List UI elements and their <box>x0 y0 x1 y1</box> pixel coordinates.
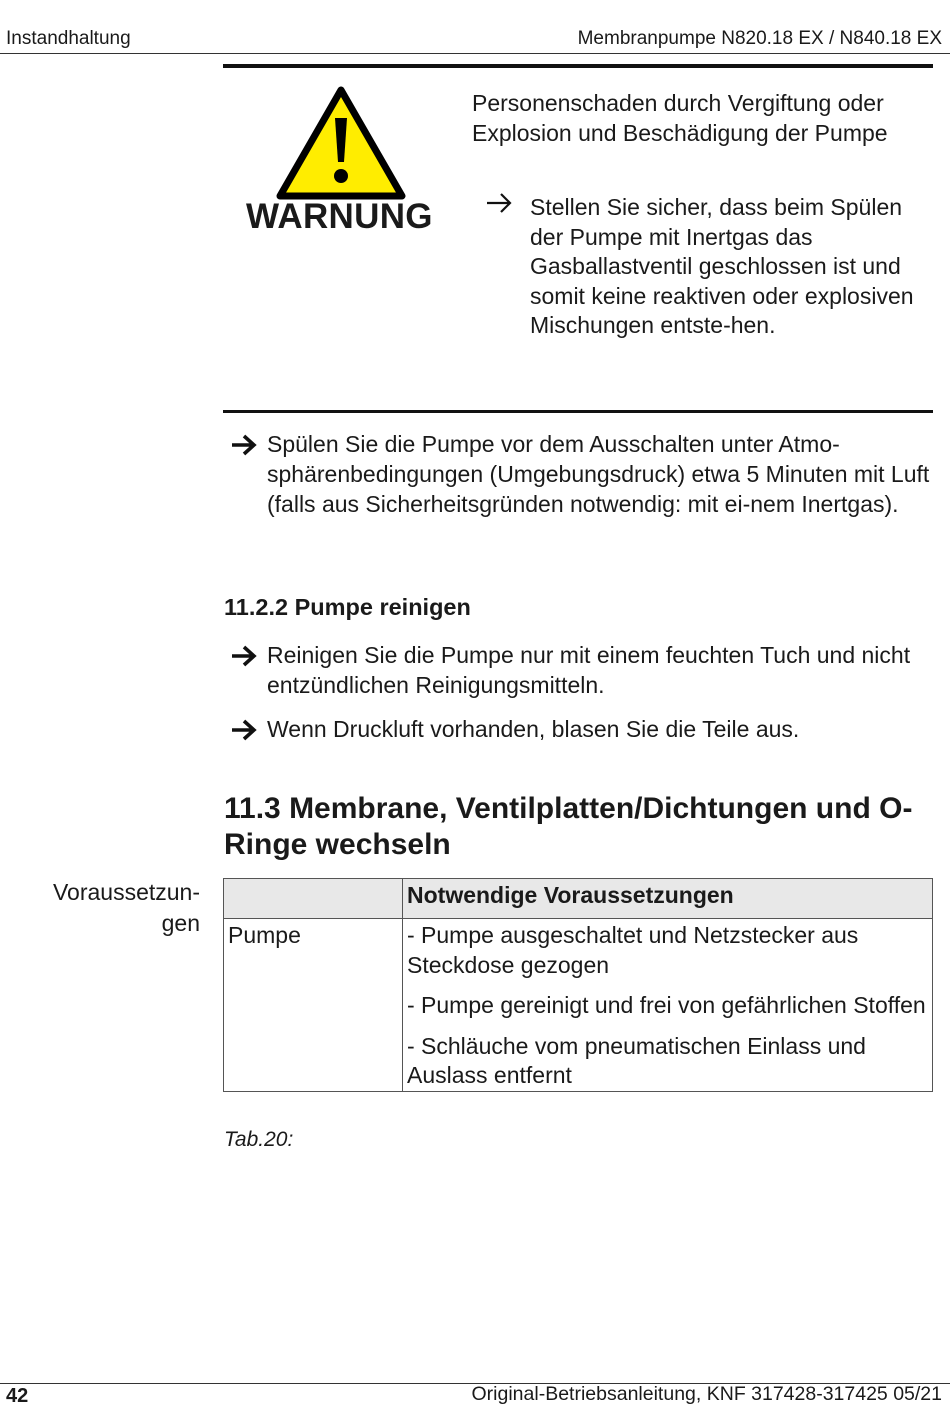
section-heading-replace: 11.3 Membrane, Ventilplatten/Dichtungen und O-Ringe wechseln <box>224 792 913 861</box>
instruction-step-cleaning-1 <box>230 640 935 700</box>
warning-bottom-rule <box>223 410 933 413</box>
header-divider <box>0 53 950 54</box>
instruction-step-text: Wenn Druckluft vorhanden, blasen Sie die Teile aus. <box>267 716 800 742</box>
table-header-requirements: Notwendige Voraussetzungen <box>403 879 933 919</box>
table-caption: Tab.20: <box>224 1128 294 1151</box>
section-heading-cleaning: 11.2.2 Pumpe reinigen <box>224 594 471 620</box>
warning-instruction-text: Stellen Sie sicher, dass beim Spülen der Pumpe mit Inertgas das Gasballastventil geschlossen ist und somit keine reaktiven oder explosiven Mischungen entste-hen. <box>530 194 914 339</box>
table-header-row <box>224 879 933 919</box>
table-header-empty <box>224 879 403 919</box>
arrow-right-icon <box>230 644 260 668</box>
instruction-step-cleaning-2 <box>230 714 935 744</box>
arrow-right-icon <box>230 718 260 742</box>
instruction-step-text: Spülen Sie die Pumpe vor dem Ausschalten unter Atmo-sphärenbedingungen (Umgebungsdruck) etwa 5 Minuten mit Luft (falls aus Sicherheitsgründen notwendig: mit ei-nem Inertgas). <box>267 431 930 517</box>
table-row-conditions <box>403 919 933 1092</box>
footer-doc-reference: Original-Betriebsanleitung, KNF 317428-317425 05/21 <box>471 1383 942 1405</box>
warning-top-rule <box>223 64 933 68</box>
instruction-step-text: Reinigen Sie die Pumpe nur mit einem feuchten Tuch und nicht entzündlichen Reinigungsmitteln. <box>267 642 911 698</box>
warning-signal-word: WARNUNG <box>246 197 433 236</box>
table-row <box>224 919 933 1092</box>
table-row-label: Pumpe <box>224 919 403 1092</box>
warning-triangle-icon <box>276 86 406 200</box>
warning-hazard-text: Personenschaden durch Vergiftung oder Explosion und Beschädigung der Pumpe <box>472 90 888 146</box>
instruction-step-purge <box>230 429 935 519</box>
header-product: Membranpumpe N820.18 EX / N840.18 EX <box>577 28 942 49</box>
side-label-prerequisites: Voraussetzun-gen <box>52 879 200 936</box>
condition-item: - Schläuche vom pneumatischen Einlass und Auslass entfernt <box>407 1032 866 1088</box>
header-chapter: Instandhaltung <box>6 28 131 49</box>
condition-item: - Pumpe ausgeschaltet und Netzstecker aus Steckdose gezogen <box>407 922 859 978</box>
arrow-right-icon <box>230 433 260 457</box>
page-number: 42 <box>6 1385 29 1407</box>
condition-item: - Pumpe gereinigt und frei von gefährlichen Stoffen <box>407 992 926 1018</box>
arrow-right-icon <box>486 191 514 215</box>
prerequisites-table <box>223 878 933 1092</box>
